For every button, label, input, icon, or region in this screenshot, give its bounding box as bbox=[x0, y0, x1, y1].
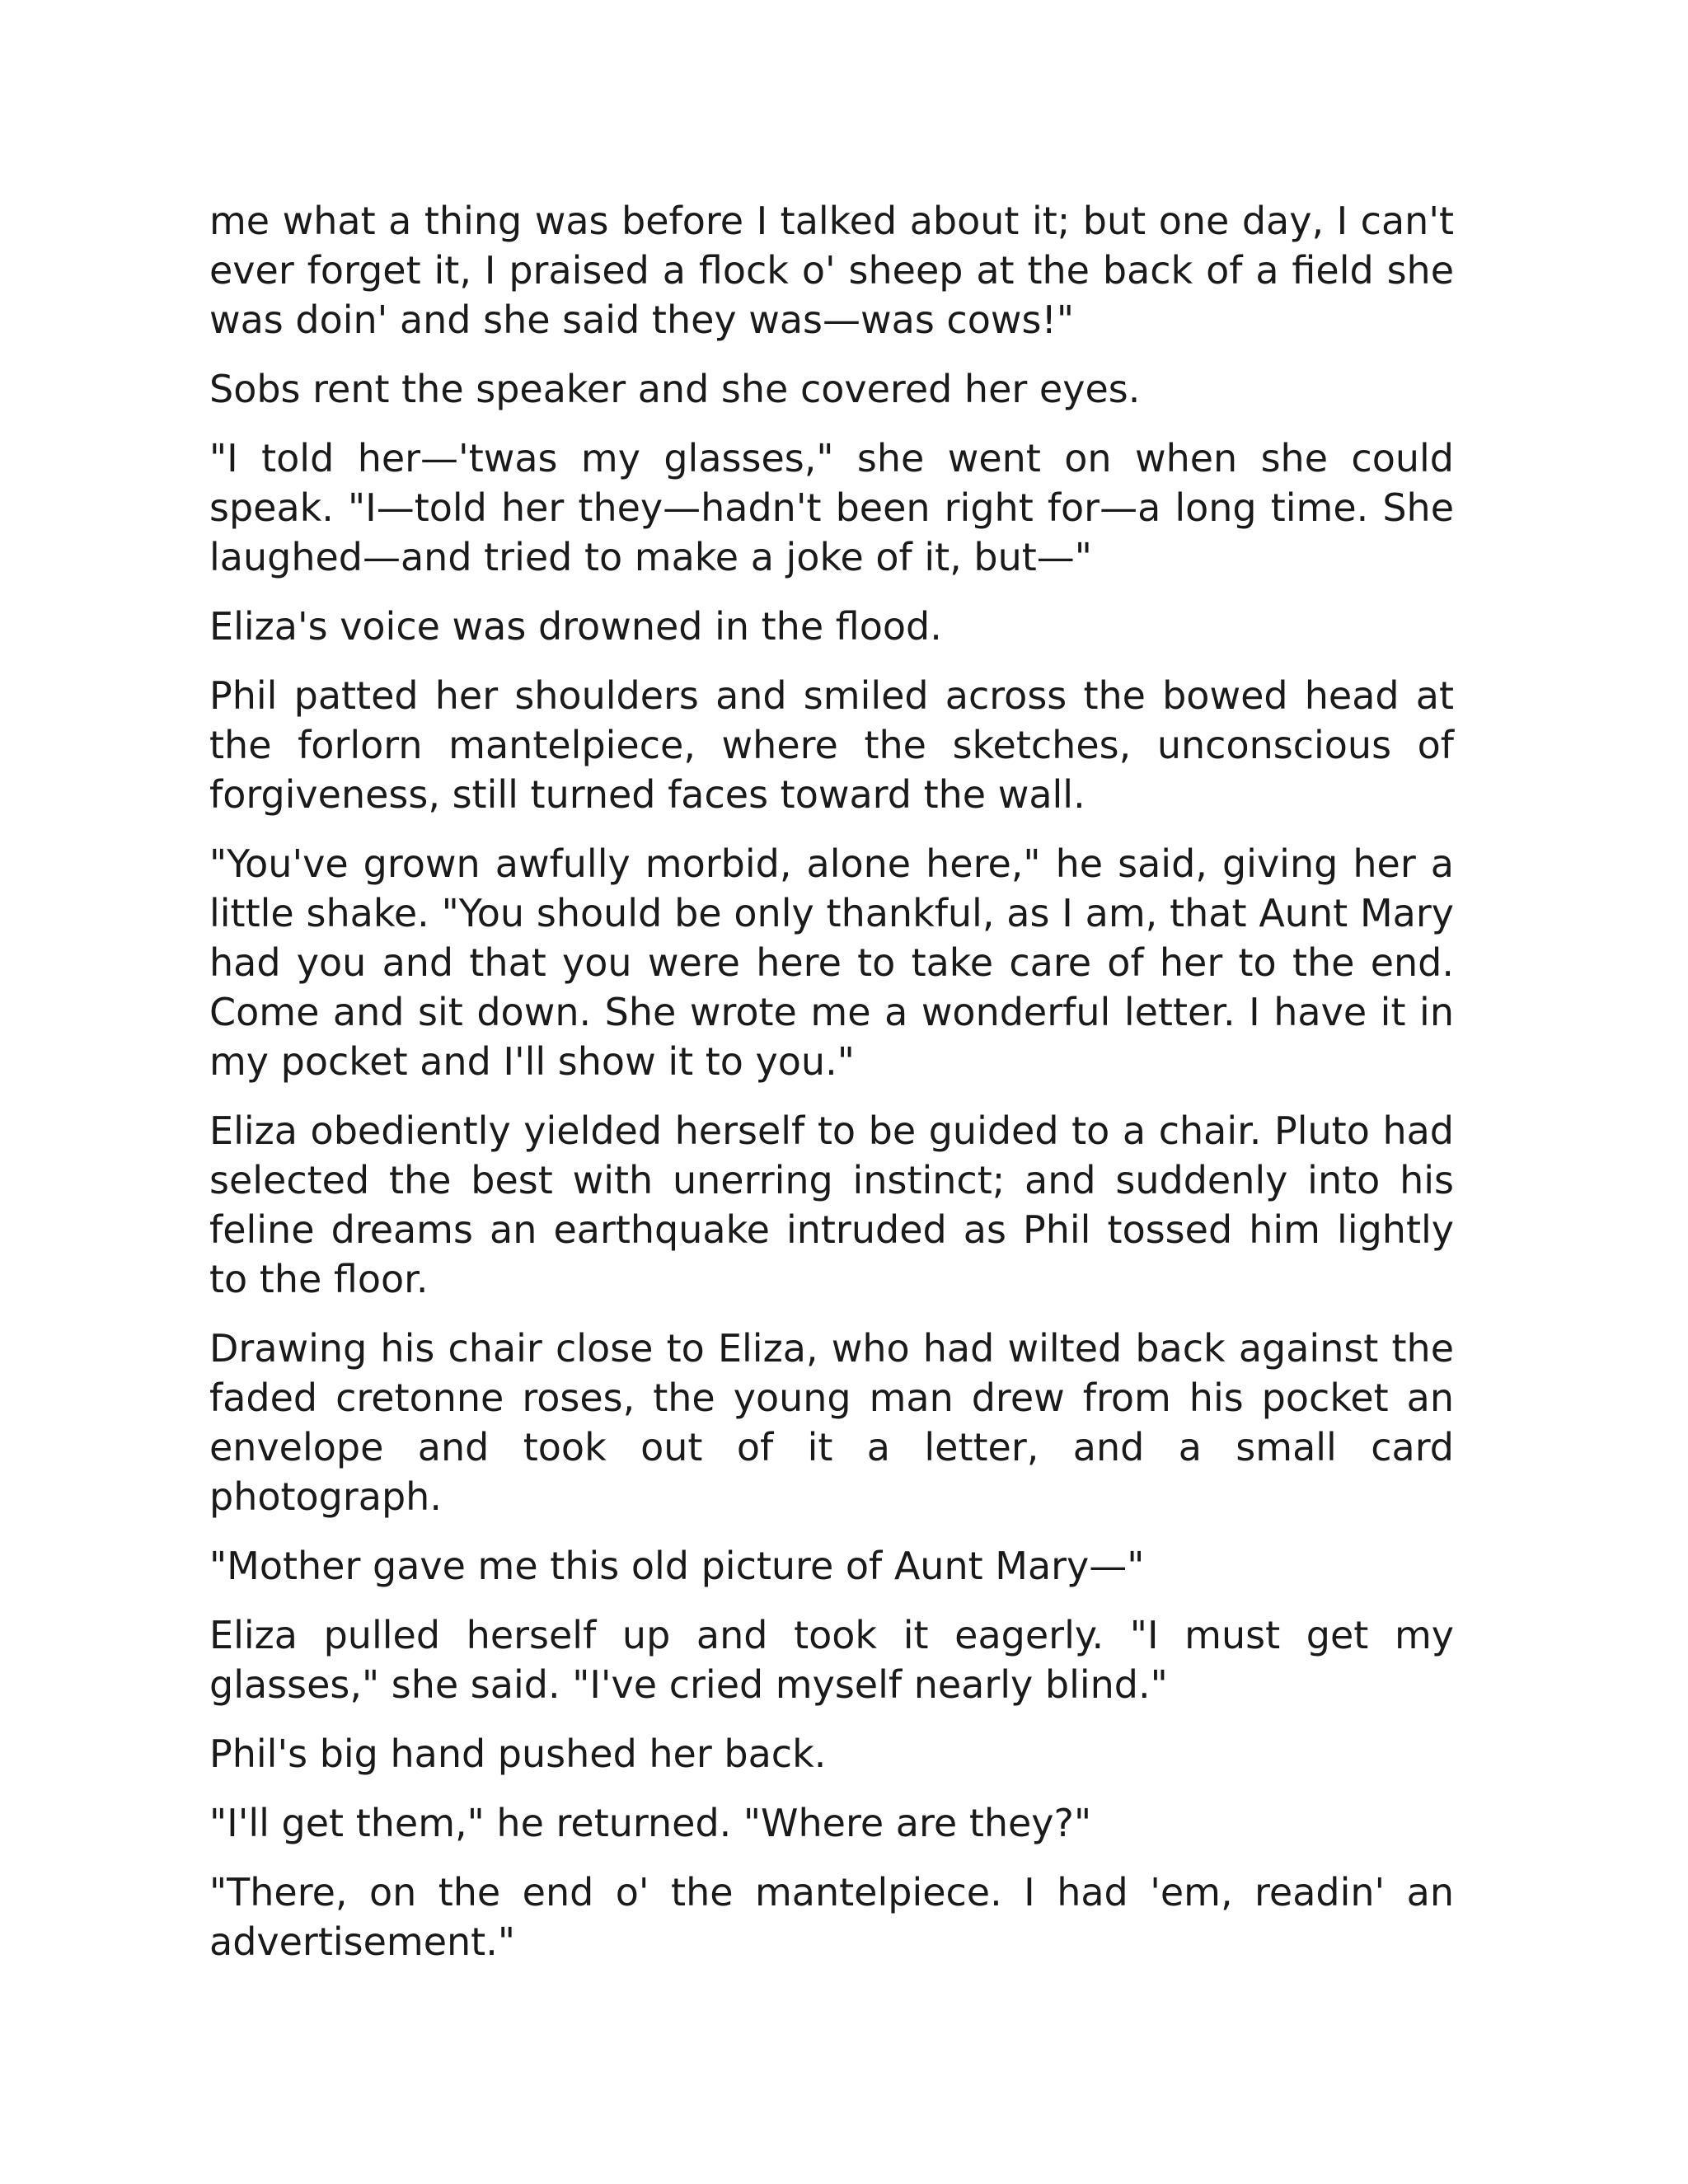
paragraph: Eliza pulled herself up and took it eagerly. "I must get my glasses," she said. "I've cried myself nearly blind." bbox=[209, 1613, 1454, 1707]
paragraph: Eliza obediently yielded herself to be guided to a chair. Pluto had selected the best with unerring instinct; and suddenly into his feline dreams an earthquake intruded as Phil tossed him lightly to the floor. bbox=[209, 1108, 1454, 1301]
paragraph: "You've grown awfully morbid, alone here," he said, giving her a little shake. "You should be only thankful, as I am, that Aunt Mary had you and that you were here to take care of her to the end. Come and sit down. She wrote me a wonderful letter. I have it in my pocket and I'll show it to you." bbox=[209, 841, 1454, 1084]
paragraph: "Mother gave me this old picture of Aunt Mary—" bbox=[209, 1544, 1145, 1588]
paragraph: Phil patted her shoulders and smiled across the bowed head at the forlorn mantelpiece, where the sketches, unconscious of forgiveness, still turned faces toward the wall. bbox=[209, 673, 1454, 817]
paragraph: Drawing his chair close to Eliza, who had wilted back against the faded cretonne roses, the young man drew from his pocket an envelope and took out of it a letter, and a small card photograph. bbox=[209, 1326, 1454, 1519]
paragraph: Sobs rent the speaker and she covered her eyes. bbox=[209, 367, 1141, 411]
body-text bbox=[209, 196, 1454, 1986]
paragraph: Phil's big hand pushed her back. bbox=[209, 1732, 827, 1776]
paragraph: Eliza's voice was drowned in the flood. bbox=[209, 604, 942, 649]
paragraph: "There, on the end o' the mantelpiece. I had 'em, readin' an advertisement." bbox=[209, 1870, 1454, 1964]
paragraph: me what a thing was before I talked about it; but one day, I can't ever forget it, I praised a flock o' sheep at the back of a field she was doin' and she said they was—was cows!" bbox=[209, 199, 1454, 342]
paragraph: "I told her—'twas my glasses," she went on when she could speak. "I—told her they—hadn't been right for—a long time. She laughed—and tried to make a joke of it, but—" bbox=[209, 436, 1454, 579]
paragraph: "I'll get them," he returned. "Where are they?" bbox=[209, 1801, 1092, 1845]
